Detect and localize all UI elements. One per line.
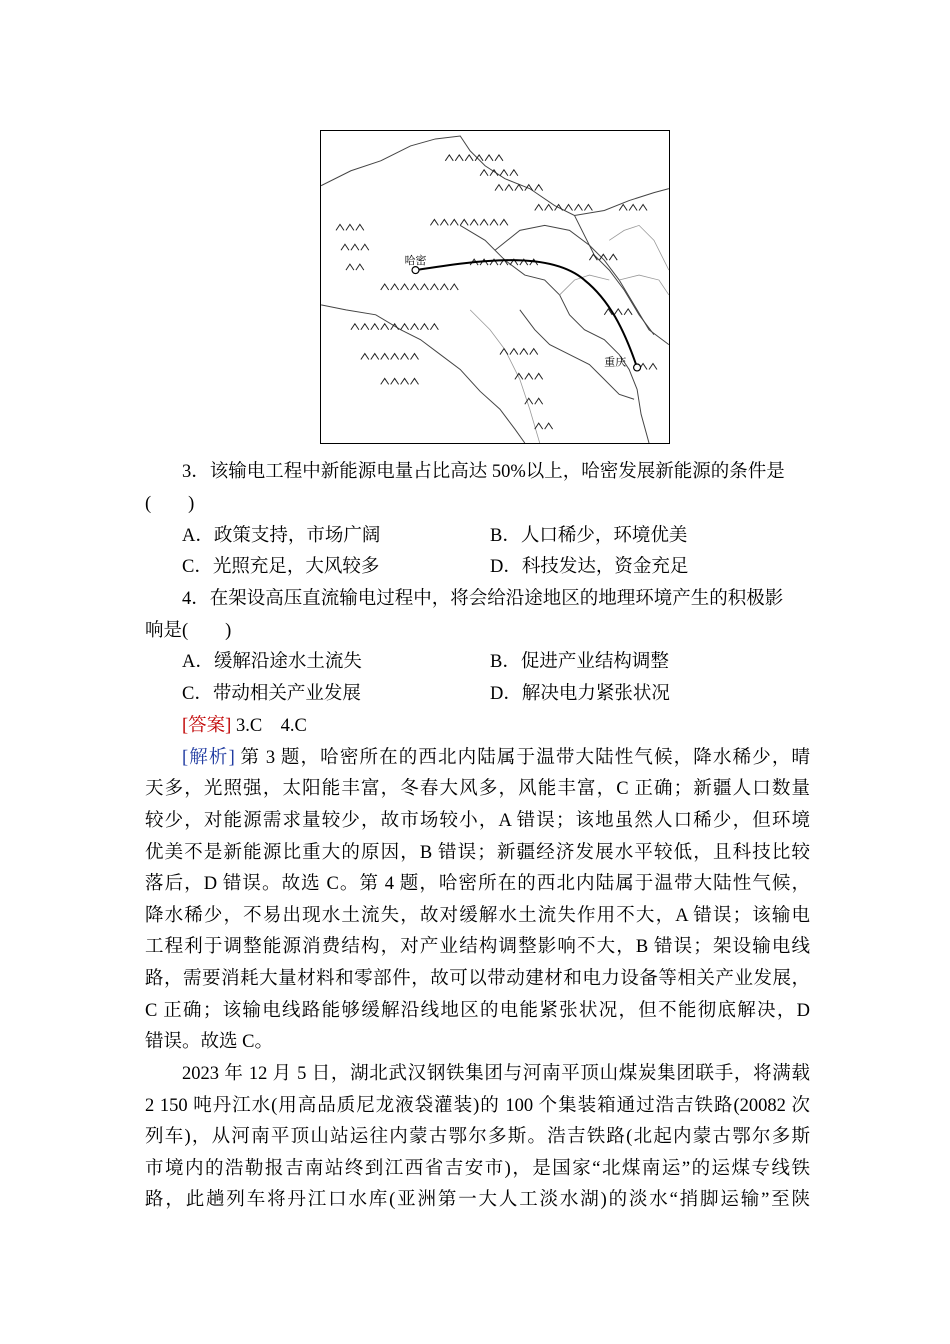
analysis-line-10: 错误。故选 C。 — [145, 1032, 273, 1052]
q3-stem-line2: ( ) — [145, 494, 195, 514]
passage-line-2: 2 150 吨丹江水(用高品质尼龙液袋灌装)的 100 个集装箱通过浩吉铁路(20082 次 — [145, 1096, 810, 1116]
q4-option-a: A．缓解沿途水土流失 — [182, 652, 362, 672]
mountain-ranges — [336, 155, 657, 429]
q3-option-a: A．政策支持，市场广阔 — [182, 526, 381, 546]
analysis-line-4: 优美不是新能源比重大的原因，B 错误；新疆经济发展水平较低，且科技比较 — [145, 843, 810, 863]
label-hami: 哈密 — [404, 255, 427, 268]
analysis-line-1 — [145, 743, 810, 774]
passage-line-3: 列车)，从河南平顶山站运往内蒙古鄂尔多斯。浩吉铁路(北起内蒙古鄂尔多斯 — [145, 1127, 810, 1147]
q3-option-c: C．光照充足，大风较多 — [182, 557, 380, 577]
analysis-line-7: 工程利于调整能源消费结构，对产业结构调整影响不大，B 错误；架设输电线 — [145, 937, 810, 957]
chongqing-marker — [634, 364, 641, 371]
q4-stem-line1: 4．在架设高压直流输电过程中，将会给沿途地区的地理环境产生的积极影 — [182, 589, 784, 609]
analysis-line-9: C 正确；该输电线路能够缓解沿线地区的电能紧张状况，但不能彻底解决，D — [145, 1001, 810, 1021]
analysis-text-1: 第 3 题，哈密所在的西北内陆属于温带大陆性气候，降水稀少，晴 — [240, 748, 810, 768]
q3-stem-line1: 3．该输电工程中新能源电量占比高达 50%以上，哈密发展新能源的条件是 — [182, 462, 785, 482]
hami-marker — [412, 267, 419, 274]
q3-option-b: B．人口稀少，环境优美 — [490, 526, 688, 546]
border-north — [321, 136, 669, 215]
transmission-line — [416, 260, 638, 367]
border-qinghai — [560, 275, 610, 295]
passage-line-5: 路，此趟列车将丹江口水库(亚洲第一大人工淡水湖)的淡水“捎脚运输”至陕 — [145, 1190, 810, 1210]
analysis-tag: [解析] — [182, 748, 235, 768]
q4-option-b: B．促进产业结构调整 — [490, 652, 669, 672]
analysis-line-2: 天多，光照强，太阳能丰富，冬春大风多，风能丰富，C 正确；新疆人口数量 — [145, 779, 810, 799]
answer-line — [145, 711, 810, 742]
q4-stem-line2: 响是( ) — [145, 621, 232, 641]
border-tibet — [470, 310, 540, 443]
q4-option-c: C．带动相关产业发展 — [182, 684, 361, 704]
analysis-line-8: 路，需要消耗大量材料和零部件，故可以带动建材和电力设备等相关产业发展， — [145, 969, 810, 989]
answer-tag: [答案] — [182, 716, 232, 736]
analysis-line-6: 降水稀少，不易出现水土流失，故对缓解水土流失作用不大，A 错误；该输电 — [145, 906, 810, 926]
passage-line-4: 市境内的浩勒报吉南站终到江西省吉安市)，是国家“北煤南运”的运煤专线铁 — [145, 1159, 810, 1179]
analysis-line-3: 较少，对能源需求量较少，故市场较小，A 错误；该地虽然人口稀少，但环境 — [145, 811, 810, 831]
label-chongqing: 重庆 — [604, 356, 627, 369]
q3-option-d: D．科技发达，资金充足 — [490, 557, 689, 577]
border-sichuan — [520, 310, 634, 399]
q4-option-d: D．解决电力紧张状况 — [490, 684, 670, 704]
passage-line-1: 2023 年 12 月 5 日，湖北武汉钢铁集团与河南平顶山煤炭集团联手，将满载 — [182, 1064, 810, 1084]
answer-text: 3.C 4.C — [235, 716, 307, 736]
border-shaanxi — [609, 225, 669, 270]
map-figure — [320, 130, 670, 444]
map-svg — [321, 131, 669, 443]
analysis-line-5: 落后，D 错误。故选 C。第 4 题，哈密所在的西北内陆属于温带大陆性气候， — [145, 874, 810, 894]
